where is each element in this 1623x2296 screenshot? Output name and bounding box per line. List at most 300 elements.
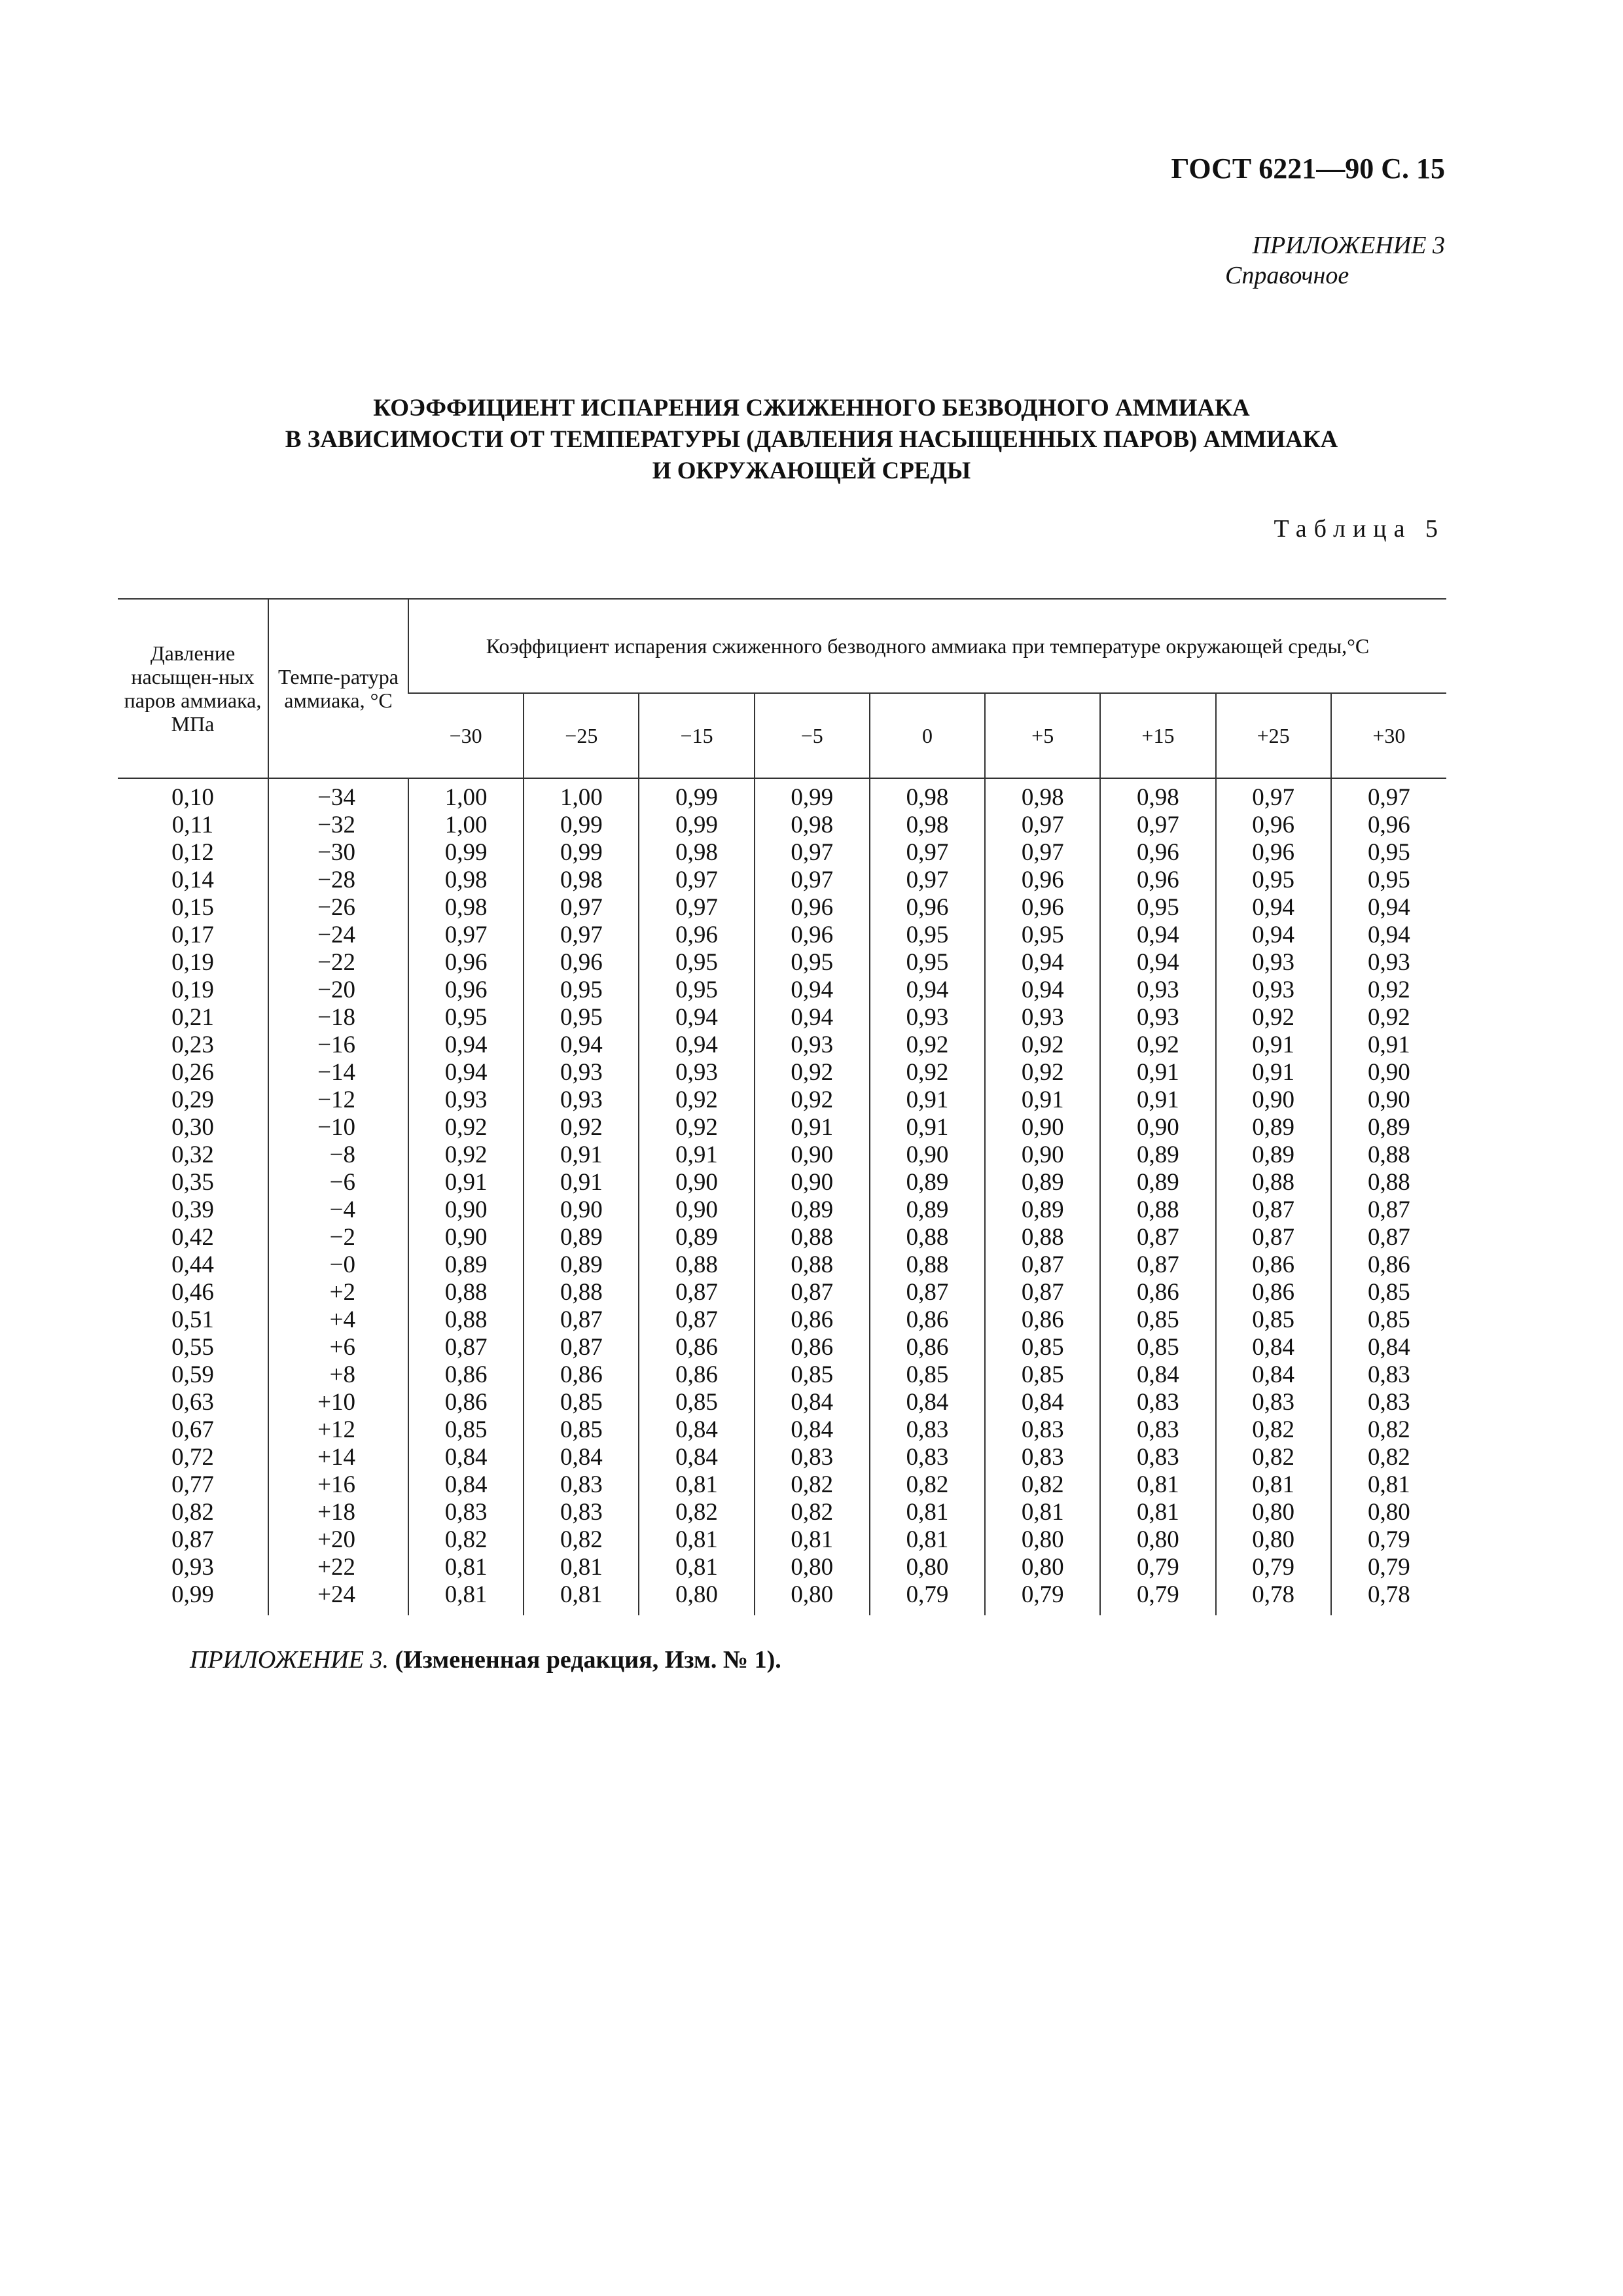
table-row: [118, 1224, 1446, 1251]
coefficient-cell: 0,92: [639, 1086, 754, 1114]
table-row: [118, 1471, 1446, 1499]
coefficient-cell: 0,88: [755, 1251, 870, 1279]
coefficient-cell: 0,92: [1216, 1004, 1331, 1031]
coefficient-table: [118, 598, 1446, 1615]
table-row: [118, 949, 1446, 977]
coefficient-group-header: Коэффициент испарения сжиженного безводного аммиака при температуре окружающей среды,°С: [408, 599, 1446, 693]
table-row: [118, 1554, 1446, 1581]
coefficient-cell: 0,97: [1331, 784, 1446, 812]
ammonia-temp-cell: −22: [268, 949, 408, 977]
coefficient-cell: 0,90: [408, 1196, 524, 1224]
coefficient-cell: 0,81: [1216, 1471, 1331, 1499]
coefficient-cell: 0,93: [1331, 949, 1446, 977]
coefficient-cell: 0,79: [1331, 1554, 1446, 1581]
table-row: [118, 1334, 1446, 1361]
table-row: [118, 1169, 1446, 1196]
coefficient-cell: 0,93: [985, 1004, 1100, 1031]
coefficient-cell: 0,89: [870, 1169, 985, 1196]
ammonia-temp-cell: −20: [268, 977, 408, 1004]
title-line-3: И ОКРУЖАЮЩЕЙ СРЕДЫ: [652, 457, 971, 484]
table-row: [118, 1361, 1446, 1389]
coefficient-cell: 0,85: [1100, 1334, 1215, 1361]
pressure-cell: 0,17: [171, 922, 214, 948]
coefficient-cell: 0,89: [639, 1224, 754, 1251]
coefficient-cell: 0,96: [1331, 812, 1446, 839]
coefficient-cell: 0,85: [1100, 1306, 1215, 1334]
coefficient-cell: 0,82: [524, 1526, 639, 1554]
pressure-cell: 0,99: [171, 1581, 214, 1608]
coefficient-cell: 0,94: [1331, 894, 1446, 922]
table-row: [118, 894, 1446, 922]
coefficient-cell: 0,97: [408, 922, 524, 949]
coefficient-cell: 0,90: [985, 1141, 1100, 1169]
coefficient-cell: 0,92: [985, 1059, 1100, 1086]
coefficient-cell: 0,81: [524, 1581, 639, 1609]
appendix-label: ПРИЛОЖЕНИЕ 3: [1252, 232, 1445, 259]
coefficient-cell: 0,87: [1100, 1251, 1215, 1279]
coefficient-cell: 0,94: [639, 1004, 754, 1031]
pressure-cell: 0,21: [171, 1004, 214, 1031]
coefficient-cell: 0,79: [1331, 1526, 1446, 1554]
pressure-cell: 0,30: [171, 1114, 214, 1141]
coefficient-cell: 0,80: [870, 1554, 985, 1581]
footnote-ref: ПРИЛОЖЕНИЕ 3.: [190, 1646, 389, 1674]
coefficient-cell: 0,96: [1216, 839, 1331, 867]
coefficient-cell: 0,88: [639, 1251, 754, 1279]
table-row: [118, 784, 1446, 812]
pressure-cell: 0,59: [171, 1361, 214, 1388]
table-row: [118, 1031, 1446, 1059]
ambient-temp-header: −5: [755, 693, 870, 778]
coefficient-cell: 0,80: [985, 1526, 1100, 1554]
coefficient-cell: 0,85: [524, 1389, 639, 1416]
coefficient-cell: 0,79: [1100, 1581, 1215, 1609]
coefficient-cell: 0,79: [1216, 1554, 1331, 1581]
pressure-cell: 0,55: [171, 1334, 214, 1361]
ambient-temp-header: 0: [870, 693, 985, 778]
coefficient-cell: 1,00: [408, 812, 524, 839]
pressure-cell: 0,10: [171, 784, 214, 811]
coefficient-cell: 0,88: [870, 1251, 985, 1279]
coefficient-cell: 0,84: [985, 1389, 1100, 1416]
coefficient-cell: 0,88: [408, 1306, 524, 1334]
coefficient-cell: 0,80: [1216, 1499, 1331, 1526]
coefficient-cell: 0,81: [524, 1554, 639, 1581]
coefficient-cell: 0,83: [1100, 1389, 1215, 1416]
coefficient-cell: 0,85: [755, 1361, 870, 1389]
pressure-cell: 0,39: [171, 1196, 214, 1223]
coefficient-cell: 0,91: [1100, 1059, 1215, 1086]
coefficient-cell: 0,96: [1100, 867, 1215, 894]
coefficient-cell: 0,79: [1100, 1554, 1215, 1581]
coefficient-cell: 0,80: [639, 1581, 754, 1609]
ammonia-temp-cell: −10: [268, 1114, 408, 1141]
coefficient-cell: 0,85: [408, 1416, 524, 1444]
coefficient-cell: 0,90: [524, 1196, 639, 1224]
ammonia-temp-cell: +20: [268, 1526, 408, 1554]
coefficient-cell: 1,00: [524, 784, 639, 812]
ambient-temp-header: +30: [1331, 693, 1446, 778]
coefficient-cell: 0,80: [755, 1581, 870, 1609]
coefficient-cell: 0,96: [524, 949, 639, 977]
coefficient-cell: 0,85: [985, 1361, 1100, 1389]
coefficient-cell: 0,79: [870, 1581, 985, 1609]
coefficient-cell: 0,92: [870, 1059, 985, 1086]
ambient-temp-header: +5: [985, 693, 1100, 778]
ammonia-temp-cell: +18: [268, 1499, 408, 1526]
coefficient-cell: 0,83: [524, 1499, 639, 1526]
coefficient-cell: 0,91: [755, 1114, 870, 1141]
coefficient-cell: 0,92: [408, 1141, 524, 1169]
coefficient-cell: 0,95: [524, 1004, 639, 1031]
coefficient-cell: 0,94: [1331, 922, 1446, 949]
ambient-temp-header: +25: [1216, 693, 1331, 778]
ammonia-temp-cell: +8: [268, 1361, 408, 1389]
coefficient-cell: 0,88: [1331, 1169, 1446, 1196]
coefficient-cell: 0,94: [408, 1031, 524, 1059]
table-row: [118, 1196, 1446, 1224]
coefficient-cell: 0,90: [639, 1169, 754, 1196]
coefficient-cell: 0,95: [1100, 894, 1215, 922]
coefficient-cell: 0,83: [1100, 1416, 1215, 1444]
coefficient-cell: 0,95: [870, 922, 985, 949]
coefficient-cell: 0,98: [408, 867, 524, 894]
pressure-cell: 0,46: [171, 1279, 214, 1306]
coefficient-cell: 0,82: [408, 1526, 524, 1554]
coefficient-cell: 0,89: [524, 1224, 639, 1251]
coefficient-cell: 0,92: [639, 1114, 754, 1141]
pressure-column-header: Давление насыщен-ных паров аммиака, МПа: [118, 599, 268, 778]
coefficient-cell: 0,93: [1216, 949, 1331, 977]
coefficient-cell: 0,87: [1216, 1196, 1331, 1224]
coefficient-cell: 0,91: [524, 1169, 639, 1196]
coefficient-cell: 0,97: [1216, 784, 1331, 812]
coefficient-cell: 0,86: [755, 1334, 870, 1361]
coefficient-cell: 0,98: [985, 784, 1100, 812]
coefficient-cell: 0,92: [408, 1114, 524, 1141]
coefficient-cell: 0,98: [1100, 784, 1215, 812]
pressure-cell: 0,35: [171, 1169, 214, 1196]
coefficient-cell: 0,95: [985, 922, 1100, 949]
coefficient-cell: 0,81: [870, 1499, 985, 1526]
ammonia-temp-cell: +2: [268, 1279, 408, 1306]
ammonia-temp-cell: +24: [268, 1581, 408, 1609]
coefficient-cell: 0,86: [639, 1334, 754, 1361]
table-row: [118, 1141, 1446, 1169]
coefficient-cell: 0,92: [1331, 1004, 1446, 1031]
coefficient-cell: 0,95: [1331, 867, 1446, 894]
coefficient-cell: 0,81: [870, 1526, 985, 1554]
coefficient-cell: 0,94: [524, 1031, 639, 1059]
page-header: ГОСТ 6221—90 С. 15: [1171, 152, 1445, 185]
coefficient-cell: 0,90: [1100, 1114, 1215, 1141]
coefficient-cell: 0,96: [1216, 812, 1331, 839]
coefficient-cell: 0,92: [755, 1086, 870, 1114]
coefficient-cell: 0,88: [870, 1224, 985, 1251]
coefficient-cell: 0,87: [870, 1279, 985, 1306]
ammonia-temp-cell: −26: [268, 894, 408, 922]
coefficient-cell: 0,93: [1216, 977, 1331, 1004]
pressure-cell: 0,29: [171, 1086, 214, 1113]
coefficient-cell: 0,80: [755, 1554, 870, 1581]
coefficient-cell: 0,86: [1216, 1279, 1331, 1306]
coefficient-cell: 0,84: [639, 1416, 754, 1444]
table-row: [118, 1086, 1446, 1114]
coefficient-cell: 0,94: [408, 1059, 524, 1086]
ammonia-temp-cell: −16: [268, 1031, 408, 1059]
coefficient-cell: 0,93: [1100, 977, 1215, 1004]
coefficient-cell: 0,88: [755, 1224, 870, 1251]
coefficient-cell: 0,94: [639, 1031, 754, 1059]
coefficient-cell: 0,96: [408, 949, 524, 977]
coefficient-cell: 0,86: [1331, 1251, 1446, 1279]
ammonia-temp-cell: +12: [268, 1416, 408, 1444]
coefficient-cell: 0,94: [755, 977, 870, 1004]
coefficient-cell: 0,95: [1331, 839, 1446, 867]
ambient-temp-header: −15: [639, 693, 754, 778]
coefficient-cell: 0,81: [639, 1526, 754, 1554]
coefficient-cell: 0,90: [1331, 1059, 1446, 1086]
coefficient-cell: 0,89: [1331, 1114, 1446, 1141]
coefficient-cell: 0,81: [1100, 1471, 1215, 1499]
table-row: [118, 1279, 1446, 1306]
coefficient-cell: 0,87: [1331, 1196, 1446, 1224]
coefficient-cell: 0,81: [639, 1471, 754, 1499]
coefficient-cell: 0,99: [524, 839, 639, 867]
ammonia-temp-cell: −28: [268, 867, 408, 894]
coefficient-cell: 0,81: [985, 1499, 1100, 1526]
document-title: [131, 393, 1492, 487]
coefficient-cell: 0,97: [755, 839, 870, 867]
coefficient-cell: 0,97: [524, 922, 639, 949]
ammonia-temp-cell: +6: [268, 1334, 408, 1361]
coefficient-cell: 0,81: [1100, 1499, 1215, 1526]
coefficient-cell: 0,91: [408, 1169, 524, 1196]
header-separator: [118, 778, 1446, 784]
coefficient-cell: 0,87: [639, 1306, 754, 1334]
table-body: [118, 778, 1446, 1615]
ammonia-temp-cell: −8: [268, 1141, 408, 1169]
coefficient-cell: 0,96: [985, 894, 1100, 922]
ambient-temp-header: −30: [408, 693, 524, 778]
coefficient-cell: 0,83: [985, 1416, 1100, 1444]
coefficient-cell: 0,83: [870, 1416, 985, 1444]
pressure-cell: 0,72: [171, 1444, 214, 1471]
pressure-cell: 0,82: [171, 1499, 214, 1526]
table-row: [118, 1306, 1446, 1334]
coefficient-cell: 0,89: [1216, 1114, 1331, 1141]
coefficient-cell: 0,83: [870, 1444, 985, 1471]
coefficient-cell: 0,82: [985, 1471, 1100, 1499]
table-row: [118, 1499, 1446, 1526]
coefficient-cell: 0,97: [870, 867, 985, 894]
appendix-status: Справочное: [1225, 262, 1349, 289]
coefficient-cell: 0,88: [1331, 1141, 1446, 1169]
footnote: [190, 1645, 1106, 1674]
coefficient-cell: 0,92: [524, 1114, 639, 1141]
pressure-cell: 0,51: [171, 1306, 214, 1333]
coefficient-cell: 0,93: [408, 1086, 524, 1114]
coefficient-cell: 0,96: [1100, 839, 1215, 867]
coefficient-cell: 0,80: [1100, 1526, 1215, 1554]
title-line-1: КОЭФФИЦИЕНТ ИСПАРЕНИЯ СЖИЖЕННОГО БЕЗВОДНОГО АММИАКА: [373, 395, 1250, 422]
coefficient-cell: 0,86: [524, 1361, 639, 1389]
table-row: [118, 839, 1446, 867]
coefficient-cell: 0,83: [524, 1471, 639, 1499]
ammonia-temp-cell: −0: [268, 1251, 408, 1279]
coefficient-cell: 0,94: [1216, 894, 1331, 922]
coefficient-cell: 0,86: [1216, 1251, 1331, 1279]
table-row: [118, 1059, 1446, 1086]
coefficient-cell: 0,86: [639, 1361, 754, 1389]
title-line-2: В ЗАВИСИМОСТИ ОТ ТЕМПЕРАТУРЫ (ДАВЛЕНИЯ НАСЫЩЕННЫХ ПАРОВ) АММИАКА: [285, 426, 1338, 453]
ammonia-temp-cell: −34: [268, 784, 408, 812]
coefficient-cell: 0,91: [1331, 1031, 1446, 1059]
coefficient-cell: 0,93: [524, 1059, 639, 1086]
coefficient-cell: 0,86: [408, 1389, 524, 1416]
coefficient-cell: 0,82: [755, 1499, 870, 1526]
coefficient-cell: 0,91: [1216, 1059, 1331, 1086]
coefficient-cell: 0,90: [1216, 1086, 1331, 1114]
table-row: [118, 1416, 1446, 1444]
coefficient-cell: 0,85: [1331, 1279, 1446, 1306]
coefficient-cell: 0,85: [1216, 1306, 1331, 1334]
coefficient-cell: 0,87: [524, 1306, 639, 1334]
coefficient-cell: 0,81: [755, 1526, 870, 1554]
pressure-cell: 0,19: [171, 949, 214, 976]
coefficient-cell: 0,99: [755, 784, 870, 812]
coefficient-cell: 0,96: [639, 922, 754, 949]
coefficient-cell: 0,98: [870, 784, 985, 812]
ammonia-temp-cell: −14: [268, 1059, 408, 1086]
coefficient-cell: 0,94: [985, 949, 1100, 977]
coefficient-cell: 0,84: [1216, 1361, 1331, 1389]
coefficient-cell: 0,87: [985, 1279, 1100, 1306]
coefficient-cell: 0,87: [639, 1279, 754, 1306]
coefficient-cell: 0,97: [639, 894, 754, 922]
coefficient-cell: 0,94: [755, 1004, 870, 1031]
coefficient-cell: 0,98: [755, 812, 870, 839]
pressure-cell: 0,26: [171, 1059, 214, 1086]
coefficient-cell: 0,97: [870, 839, 985, 867]
coefficient-cell: 0,92: [985, 1031, 1100, 1059]
coefficient-cell: 0,81: [408, 1581, 524, 1609]
table-row: [118, 977, 1446, 1004]
coefficient-cell: 0,90: [985, 1114, 1100, 1141]
table-bottom-padding: [118, 1609, 1446, 1615]
ambient-temp-header: −25: [524, 693, 639, 778]
coefficient-cell: 0,85: [524, 1416, 639, 1444]
table-row: [118, 1444, 1446, 1471]
coefficient-cell: 0,83: [408, 1499, 524, 1526]
pressure-cell: 0,42: [171, 1224, 214, 1251]
coefficient-cell: 0,84: [1331, 1334, 1446, 1361]
coefficient-cell: 0,89: [408, 1251, 524, 1279]
coefficient-cell: 0,86: [870, 1306, 985, 1334]
coefficient-cell: 0,95: [639, 949, 754, 977]
coefficient-cell: 0,91: [524, 1141, 639, 1169]
coefficient-cell: 0,94: [1216, 922, 1331, 949]
coefficient-cell: 0,85: [639, 1389, 754, 1416]
coefficient-cell: 0,84: [1100, 1361, 1215, 1389]
coefficient-cell: 0,93: [524, 1086, 639, 1114]
ammonia-temp-cell: −18: [268, 1004, 408, 1031]
coefficient-cell: 0,80: [1216, 1526, 1331, 1554]
coefficient-cell: 0,91: [985, 1086, 1100, 1114]
pressure-cell: 0,11: [171, 812, 214, 838]
coefficient-cell: 0,82: [1331, 1416, 1446, 1444]
pressure-cell: 0,87: [171, 1526, 214, 1553]
coefficient-cell: 0,83: [1331, 1361, 1446, 1389]
coefficient-cell: 0,89: [524, 1251, 639, 1279]
coefficient-cell: 0,93: [755, 1031, 870, 1059]
coefficient-cell: 0,85: [870, 1361, 985, 1389]
coefficient-cell: 0,98: [408, 894, 524, 922]
coefficient-cell: 0,93: [1100, 1004, 1215, 1031]
coefficient-cell: 0,87: [524, 1334, 639, 1361]
coefficient-cell: 0,96: [985, 867, 1100, 894]
coefficient-cell: 0,82: [1216, 1444, 1331, 1471]
coefficient-cell: 0,81: [408, 1554, 524, 1581]
coefficient-cell: 0,87: [1100, 1224, 1215, 1251]
coefficient-cell: 0,87: [408, 1334, 524, 1361]
coefficient-cell: 0,88: [1100, 1196, 1215, 1224]
coefficient-cell: 0,87: [755, 1279, 870, 1306]
coefficient-cell: 0,89: [985, 1196, 1100, 1224]
coefficient-cell: 0,95: [1216, 867, 1331, 894]
coefficient-cell: 0,84: [870, 1389, 985, 1416]
coefficient-cell: 0,94: [870, 977, 985, 1004]
table-row: [118, 1526, 1446, 1554]
coefficient-cell: 0,92: [1100, 1031, 1215, 1059]
coefficient-cell: 0,83: [1331, 1389, 1446, 1416]
coefficient-cell: 0,97: [639, 867, 754, 894]
coefficient-cell: 0,84: [524, 1444, 639, 1471]
pressure-cell: 0,19: [171, 977, 214, 1003]
coefficient-cell: 0,97: [755, 867, 870, 894]
coefficient-cell: 0,87: [985, 1251, 1100, 1279]
ammonia-temp-cell: −12: [268, 1086, 408, 1114]
coefficient-cell: 0,81: [1331, 1471, 1446, 1499]
table-row: [118, 812, 1446, 839]
table-row: [118, 1251, 1446, 1279]
coefficient-cell: 0,84: [408, 1444, 524, 1471]
coefficient-cell: 0,91: [639, 1141, 754, 1169]
coefficient-cell: 0,94: [985, 977, 1100, 1004]
coefficient-cell: 0,97: [985, 839, 1100, 867]
coefficient-cell: 0,96: [870, 894, 985, 922]
coefficient-cell: 0,86: [755, 1306, 870, 1334]
coefficient-cell: 0,88: [524, 1279, 639, 1306]
table-row: [118, 922, 1446, 949]
coefficient-cell: 0,78: [1216, 1581, 1331, 1609]
coefficient-cell: 0,82: [870, 1471, 985, 1499]
coefficient-cell: 0,86: [985, 1306, 1100, 1334]
coefficient-cell: 0,90: [408, 1224, 524, 1251]
coefficient-cell: 0,86: [408, 1361, 524, 1389]
coefficient-cell: 0,89: [1100, 1169, 1215, 1196]
coefficient-cell: 0,95: [639, 977, 754, 1004]
coefficient-cell: 0,90: [755, 1141, 870, 1169]
coefficient-cell: 0,99: [524, 812, 639, 839]
coefficient-cell: 0,80: [985, 1554, 1100, 1581]
coefficient-cell: 0,85: [985, 1334, 1100, 1361]
coefficient-cell: 0,89: [1216, 1141, 1331, 1169]
coefficient-cell: 0,83: [1216, 1389, 1331, 1416]
coefficient-cell: 0,78: [1331, 1581, 1446, 1609]
coefficient-cell: 0,90: [755, 1169, 870, 1196]
ammonia-temp-cell: −30: [268, 839, 408, 867]
